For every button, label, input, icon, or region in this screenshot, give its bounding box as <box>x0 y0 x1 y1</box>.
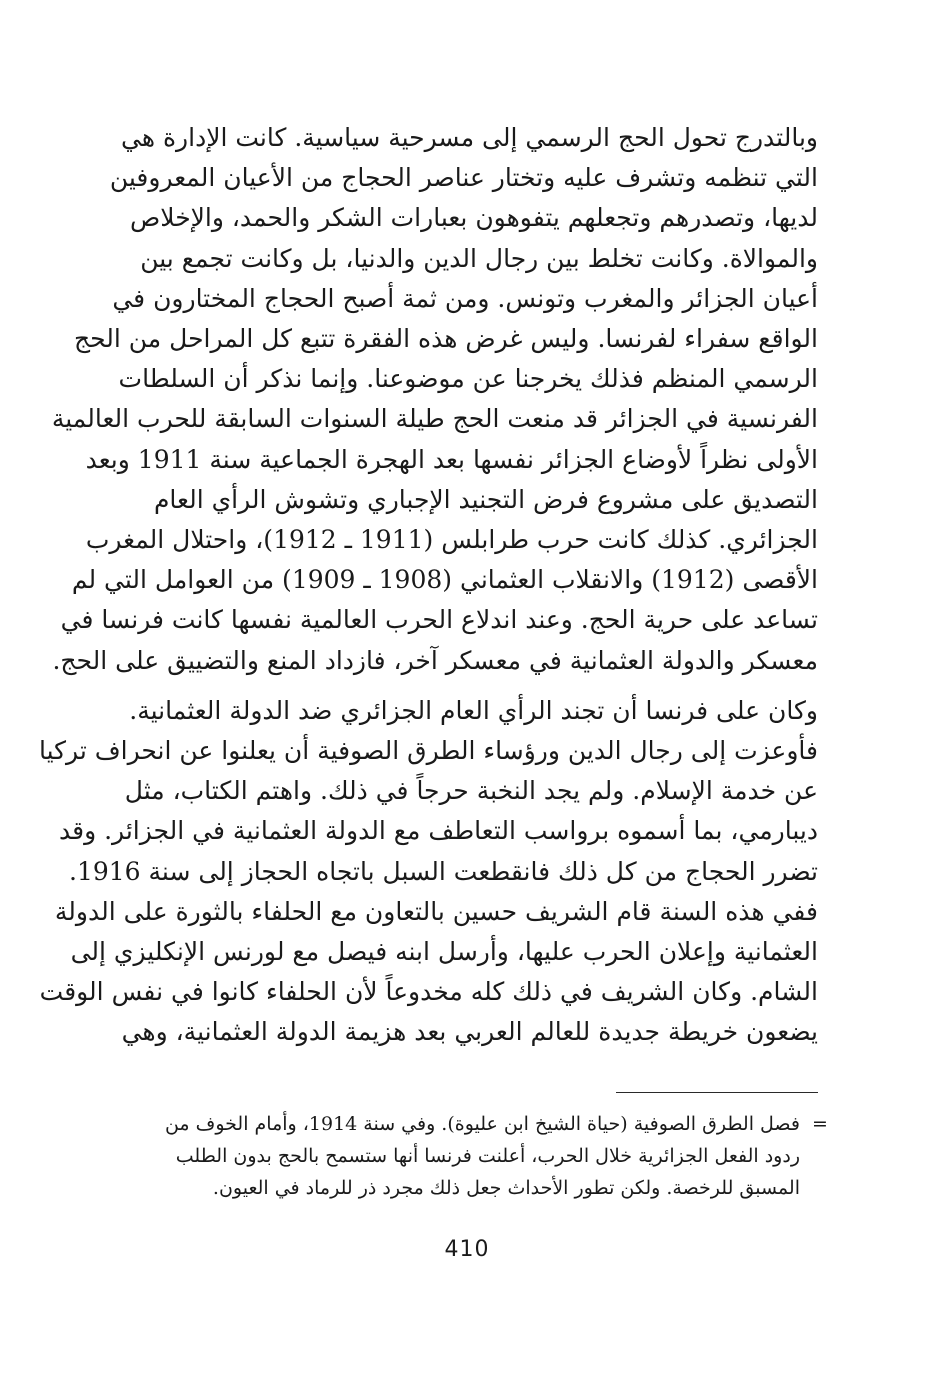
text-line: الواقع سفراء لفرنسا. وليس غرض هذه الفقرة تتبع كل المراحل من الحج <box>73 324 818 354</box>
text-line: ديبارمي، بما أسموه برواسب التعاطف مع الدولة العثمانية في الجزائر. وقد <box>59 816 818 846</box>
text-line: الرسمي المنظم فذلك يخرجنا عن موضوعنا. وإنما نذكر أن السلطات <box>118 364 818 394</box>
text-line: يضعون خريطة جديدة للعالم العربي بعد هزيمة الدولة العثمانية، وهي <box>121 1017 818 1047</box>
text-line: أعيان الجزائر والمغرب وتونس. ومن ثمة أصبح الحجاج المختارون في <box>112 283 818 313</box>
footnote-line: فصل الطرق الصوفية (حياة الشيخ ابن عليوة). وفي سنة 1914، وأمام الخوف من <box>164 1113 800 1135</box>
paragraph-gap <box>108 681 818 691</box>
page-number: 410 <box>444 1237 490 1262</box>
footnote-line: المسبق للرخصة. ولكن تطور الأحداث جعل ذلك مجرد ذر للرماد في العيون. <box>212 1177 800 1199</box>
footnote-line: ردود الفعل الجزائرية خلال الحرب، أعلنت فرنسا أنها ستسمح بالحج بدون الطلب <box>175 1145 800 1167</box>
text-line: فأوعزت إلى رجال الدين ورؤساء الطرق الصوفية أن يعلنوا عن انحراف تركيا <box>38 736 818 766</box>
text-line: تساعد على حرية الحج. وعند اندلاع الحرب العالمية نفسها كانت فرنسا في <box>60 605 818 635</box>
text-line: العثمانية وإعلان الحرب عليها، وأرسل ابنه فيصل مع لورنس الإنكليزي إلى <box>70 937 818 967</box>
text-line: عن خدمة الإسلام. ولم يجد النخبة حرجاً في ذلك. واهتم الكتاب، مثل <box>124 776 818 806</box>
paragraph-1 <box>51 118 818 681</box>
paragraph-2 <box>38 691 818 1053</box>
footnote-body <box>118 1108 800 1204</box>
text-line: تضرر الحجاج من كل ذلك فانقطعت السبل باتجاه الحجاز إلى سنة 1916. <box>68 856 818 886</box>
text-line: وكان على فرنسا أن تجند الرأي العام الجزائري ضد الدولة العثمانية. <box>129 695 818 725</box>
text-line: الأقصى (1912) والانقلاب العثماني (1908 ـ 1909) من العوامل التي لم <box>71 565 818 595</box>
text-line: التي تنظمه وتشرف عليه وتختار عناصر الحجاج من الأعيان المعروفين <box>109 163 818 193</box>
footnote-separator <box>616 1092 818 1093</box>
text-line: وبالتدرج تحول الحج الرسمي إلى مسرحية سياسية. كانت الإدارة هي <box>120 123 818 152</box>
text-line: والموالاة. وكانت تخلط بين رجال الدين والدنيا، بل وكانت تجمع بين <box>140 243 818 273</box>
footnote-marker: = <box>812 1113 828 1135</box>
footnote <box>118 1108 830 1204</box>
page-body <box>38 118 818 1053</box>
text-line: الأولى نظراً لأوضاع الجزائر نفسها بعد الهجرة الجماعية سنة 1911 وبعد <box>85 444 818 474</box>
text-line: الجزائري. كذلك كانت حرب طرابلس (1911 ـ 1912)، واحتلال المغرب <box>85 525 818 555</box>
text-line: التصديق على مشروع فرض التجنيد الإجباري وتشوش الرأي العام <box>153 484 818 514</box>
text-line: الفرنسية في الجزائر قد منعت الحج طيلة السنوات السابقة للحرب العالمية <box>51 404 818 434</box>
text-line: معسكر والدولة العثمانية في معسكر آخر، فازداد المنع والتضييق على الحج. <box>52 645 818 675</box>
text-line: لديها، وتصدرهم وتجعلهم يتفوهون بعبارات الشكر والحمد، والإخلاص <box>130 203 818 233</box>
text-line: الشام. وكان الشريف في ذلك كله مخدوعاً لأن الحلفاء كانوا في نفس الوقت <box>39 977 818 1007</box>
text-line: ففي هذه السنة قام الشريف حسين بالتعاون مع الحلفاء بالثورة على الدولة <box>54 896 818 926</box>
